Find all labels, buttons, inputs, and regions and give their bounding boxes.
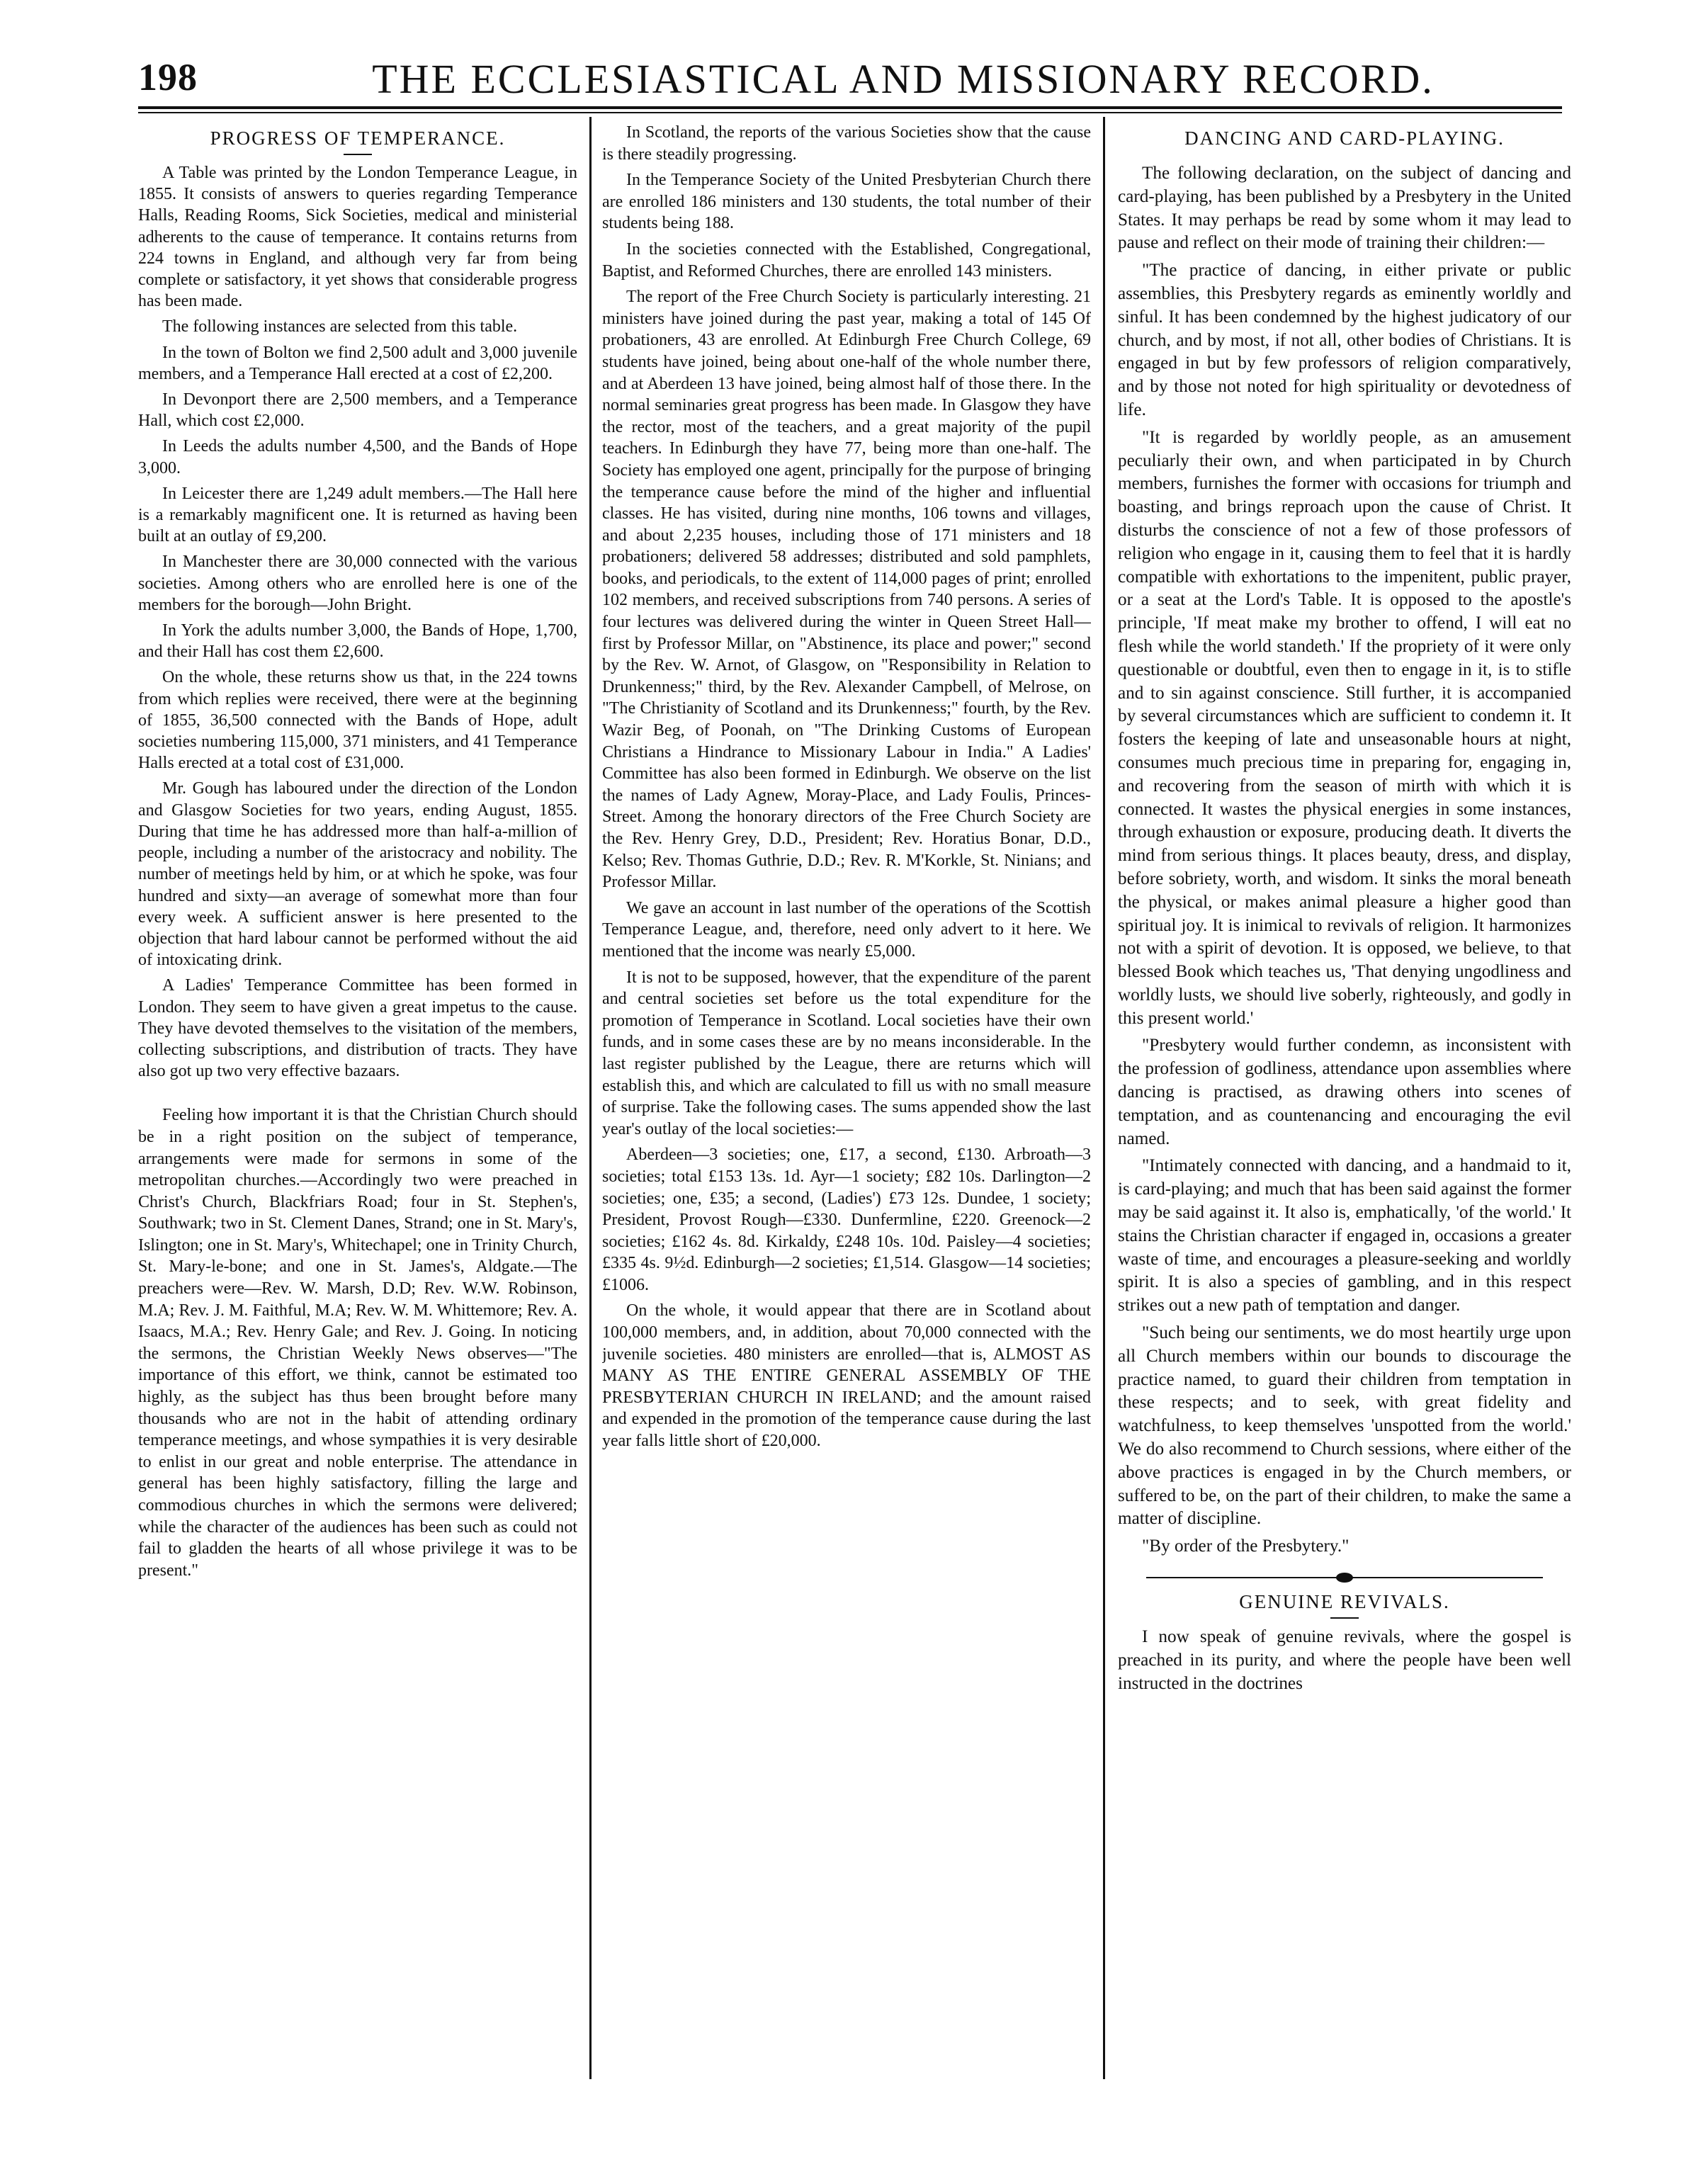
paragraph: The following instances are selected from this table. [162, 317, 518, 336]
paragraph: In Manchester there are 30,000 connected with the various societies. Among others who are enrolled here is one of the members for the borough—John Bright. [138, 553, 577, 614]
header-rule-thick [138, 106, 1562, 109]
paragraph: The following declaration, on the subject of dancing and card-playing, has been published by a Presbytery in the United States. It may perhaps be read by some whom it may lead to pause and reflect on their mode of training their children:— [1118, 164, 1571, 253]
paragraph: On the whole, these returns show us that, in the 224 towns from which replies were received, there were at the beginning of 1855, 36,500 connected with the Bands of Hope, adult societies numbering 115,000, 371 ministers, and 41 Temperance Halls erected at a total cost of £31,000. [138, 668, 577, 773]
section-heading-dancing: DANCING AND CARD-PLAYING. [1184, 128, 1505, 149]
paragraph: In the societies connected with the Established, Congregational, Baptist, and Reformed Churches, there are enrolled 143 ministers. [602, 239, 1091, 281]
paragraph: Feeling how important it is that the Christian Church should be in a right position on the subject of temperance, arrangements were made for sermons in some of the metropolitan churches.—Accordingly two were preached in Christ's Church, Blackfriars Road; four in St. Stephen's, Southwark; two in St. Clement Danes, Strand; one in St. Mary's, Islington; one in St. Mary's, Whitechapel; one in Trinity Church, St. Mary-le-bone; and one in St. James's, Aldgate.—The preachers were—Rev. W. Marsh, D.D; Rev. W.W. Robinson, M.A; Rev. J. M. Faithful, M.A; Rev. W. M. Whittemore; Rev. A. Isaacs, M.A.; Rev. Henry Gale; and Rev. J. Going. In noticing the sermons, the Christian Weekly News observes—"The importance of this effort, we think, cannot be estimated too highly, as the subject has thus been brought before many thousands who are not in the habit of attending ordinary temperance meetings, and whose sympathies it is very desirable to enlist in our great and noble enterprise. The attendance in general has been highly satisfactory, filling the large and commodious churches in which the sermons were delivered; while the character of the audiences has been such as could not fail to gladden the hearts of all whose privilege it was to be present." [138, 1106, 577, 1580]
section-heading-temperance: PROGRESS OF TEMPERANCE. [210, 128, 506, 149]
running-head [138, 55, 1562, 112]
paragraph: In the town of Bolton we find 2,500 adult and 3,000 juvenile members, and a Temperance Hall erected at a cost of £2,200. [138, 343, 577, 383]
paragraph: It is not to be supposed, however, that the expenditure of the parent and central societies set before us the total expenditure for the promotion of Temperance in Scotland. Local societies have their own funds, and in some cases these are by no means inconsiderable. In the last register published by the League, there are returns which will establish this, and which are calculated to fill us with no small measure of surprise. Take the following cases. The sums appended show the last year's outlay of the local societies:— [602, 968, 1091, 1138]
paragraph: In York the adults number 3,000, the Bands of Hope, 1,700, and their Hall has cost them £2,600. [138, 621, 577, 662]
paragraph: A Ladies' Temperance Committee has been formed in London. They seem to have given a great impetus to the cause. They have devoted themselves to the visitation of the members, collecting subscriptions, and distribution of tracts. They have also got up two very effective bazaars. [138, 976, 577, 1081]
section-heading-revivals: GENUINE REVIVALS. [1239, 1591, 1450, 1613]
column-divider [1103, 117, 1105, 2079]
paragraph: The report of the Free Church Society is particularly interesting. 21 ministers have joined during the past year, making a total of 145 Of probationers, 43 are enrolled. At Edinburgh Free Church College, 69 students have joined, being about one-half of the whole number there, and at Aberdeen 13 have joined, being almost half of those there. In the normal seminaries great progress has been made. In Glasgow they have the rector, most of the teachers, and a great majority of the pupil teachers. In Edinburgh they have 77, being more than one-half. The Society has employed one agent, principally for the purpose of bringing the temperance cause before the mind of the higher and influential classes. He has visited, during nine months, 106 towns and villages, and about 2,235 houses, including those of 171 ministers and 18 probationers; delivered 58 addresses; distributed and sold pamphlets, books, and periodicals, to the extent of 114,000 pages of print; enrolled 102 members, and received subscriptions from 740 persons. A series of four lectures was delivered during the winter in Queen Street Hall—first by Professor Millar, on "Abstinence, its place and power;" second by the Rev. W. Arnot, of Glasgow, on "Responsibility in Relation to Drunkenness;" third, by the Rev. Alexander Campbell, of Melrose, on "The Christianity of Scotland and its Drunkenness;" fourth, by the Rev. Wazir Beg, of Poonah, on "The Drinking Customs of European Christians a Hindrance to Missionary Labour in India." A Ladies' Committee has also been formed in Edinburgh. We observe on the list the names of Lady Agnew, Moray-Place, and Lady Foulis, Princes-Street. Among the honorary directors of the Free Church Society are the Rev. Henry Grey, D.D., President; Rev. Horatius Bonar, D.D., Kelso; Rev. Thomas Guthrie, D.D.; Rev. R. M'Korkle, St. Ninians; and Professor Millar. [602, 288, 1091, 892]
paragraph: We gave an account in last number of the operations of the Scottish Temperance League, and, therefore, need only advert to it here. We mentioned that the income was nearly £5,000. [602, 898, 1091, 961]
paragraph: In Scotland, the reports of the various Societies show that the cause is there steadily progressing. [602, 123, 1091, 164]
journal-title: THE ECCLESIASTICAL AND MISSIONARY RECORD. [372, 56, 1435, 102]
heading-rule [344, 154, 372, 155]
paragraph: In the Temperance Society of the United Presbyterian Church there are enrolled 186 ministers and 130 students, the total number of their students being 188. [602, 171, 1091, 233]
header-rule-thin [138, 112, 1562, 113]
column-divider [589, 117, 592, 2079]
paragraph: Mr. Gough has laboured under the direction of the London and Glasgow Societies for two years, ending August, 1855. During that time he has addressed more than half-a-million of people, including a number of the aristocracy and nobility. The number of meetings held by him, or at which he spoke, was four hundred and sixty—an average of somewhat more than four every week. A sufficient answer is here presented to the objection that hard labour cannot be performed without the aid of intoxicating drink. [138, 779, 577, 970]
paragraph: In Leicester there are 1,249 adult members.—The Hall here is a remarkably magnificent one. It is returned as having been built at an outlay of £9,200. [138, 484, 577, 546]
column-middle [602, 122, 1091, 2084]
paragraph: A Table was printed by the London Temperance League, in 1855. It consists of answers to queries regarding Temperance Halls, Reading Rooms, Sick Societies, medical and ministerial adherents to the cause of temperance. It contains returns from 224 towns in England, and although very far from being complete or satisfactory, it yet shows that considerable progress has been made. [138, 164, 577, 311]
paragraph: "By order of the Presbytery." [1142, 1537, 1350, 1556]
heading-rule [1330, 1617, 1359, 1619]
ornament-divider [1146, 1571, 1543, 1584]
paragraph: "It is regarded by worldly people, as an amusement peculiarly their own, and when participated in by Church members, furnishes the former with occasions for triumph and boasting, and brings reproach upon the cause of Christ. It disturbs the conscience of not a few of those professors of religion who engage in it, causing them to feel that it is hardly compatible with exhortations to the impenitent, public prayer, or a seat at the Lord's Table. It is opposed to the apostle's principle, 'If meat make my brother to offend, I will eat no flesh while the world standeth.' If the propriety of it were only questionable or doubtful, even then to engage in it, is to stifle and to sin against conscience. Still further, it is accompanied by several circumstances which are sufficient to condemn it. It fosters the keeping of late and unseasonable hours at night, consumes much precious time in preparing for, engaging in, and recovering from the season of mirth with which it is connected. It wastes the physical energies in some instances, through exhaustion or exposure, producing death. It diverts the mind from serious things. It places beauty, dress, and display, before sobriety, worth, and wisdom. It sinks the moral beneath the physical, or makes animal pleasure a higher good than spiritual joy. It is inimical to revivals of religion. It harmonizes not with a spirit of devotion. It is opposed, we believe, to that blessed Book which teaches us, 'That denying ungodliness and worldly lusts, we should live soberly, righteously, and godly in this present world.' [1118, 427, 1571, 1028]
paragraph: "Such being our sentiments, we do most heartily urge upon all Church members within our bounds to discourage the practice named, to guard their children from temptation in these respects; and to seek, with great fidelity and watchfulness, to keep themselves 'unspotted from the world.' We do also recommend to Church sessions, where either of the above practices is engaged in by the Church members, or suffered to be, on the part of their children, to make the same a matter of discipline. [1118, 1323, 1571, 1529]
paragraph: "The practice of dancing, in either private or public assemblies, this Presbytery regards as eminently worldly and sinful. It has been condemned by the highest judicatory of our church, and by most, if not all, other bodies of Christians. It is engaged in but by few professors of religion comparatively, and by those not noted for high spirituality or devotedness of life. [1118, 261, 1571, 419]
paragraph: On the whole, it would appear that there are in Scotland about 100,000 members, and, in addition, about 70,000 connected with the juvenile societies. 480 ministers are enrolled—that is, ALMOST AS MANY AS THE ENTIRE GENERAL ASSEMBLY OF THE PRESBYTERIAN CHURCH IN IRELAND; and the amount raised and expended in the promotion of the temperance cause during the last year falls little short of £20,000. [602, 1301, 1091, 1451]
column-right [1118, 122, 1571, 2084]
paragraph: I now speak of genuine revivals, where the gospel is preached in its purity, and where the people have been well instructed in the doctrines [1118, 1627, 1571, 1693]
paragraph: Aberdeen—3 societies; one, £17, a second, £130. Arbroath—3 societies; total £153 13s. 1d. Ayr—1 society; £82 10s. Darlington—2 societies; one, £35; a second, (Ladies') £73 12s. Dundee, 1 society; President, Provost Rough—£330. Dunfermline, £220. Greenock—2 societies; £162 4s. 8d. Kirkaldy, £248 10s. 10d. Paisley—4 societies; £335 4s. 9½d. Edinburgh—2 societies; £1,514. Glasgow—14 societies; £1006. [602, 1145, 1091, 1294]
column-left [138, 122, 577, 2084]
paragraph: "Presbytery would further condemn, as inconsistent with the profession of godliness, attendance upon assemblies where dancing is practised, as drawing others into scenes of temptation, and as countenancing and encouraging the evil named. [1118, 1036, 1571, 1148]
paragraph: In Leeds the adults number 4,500, and the Bands of Hope 3,000. [138, 437, 577, 477]
paragraph: "Intimately connected with dancing, and a handmaid to it, is card-playing; and much that has been said against the former may be said against it. It also is, emphatically, 'of the world.' It stains the Christian character if engaged in, occasions a greater waste of time, and encourages a pleasure-seeking and worldly spirit. It is also a species of gambling, and in this respect strikes out a new path of temptation and danger. [1118, 1156, 1571, 1316]
page-number: 198 [138, 56, 198, 98]
paragraph: In Devonport there are 2,500 members, and a Temperance Hall, which cost £2,000. [138, 390, 577, 431]
